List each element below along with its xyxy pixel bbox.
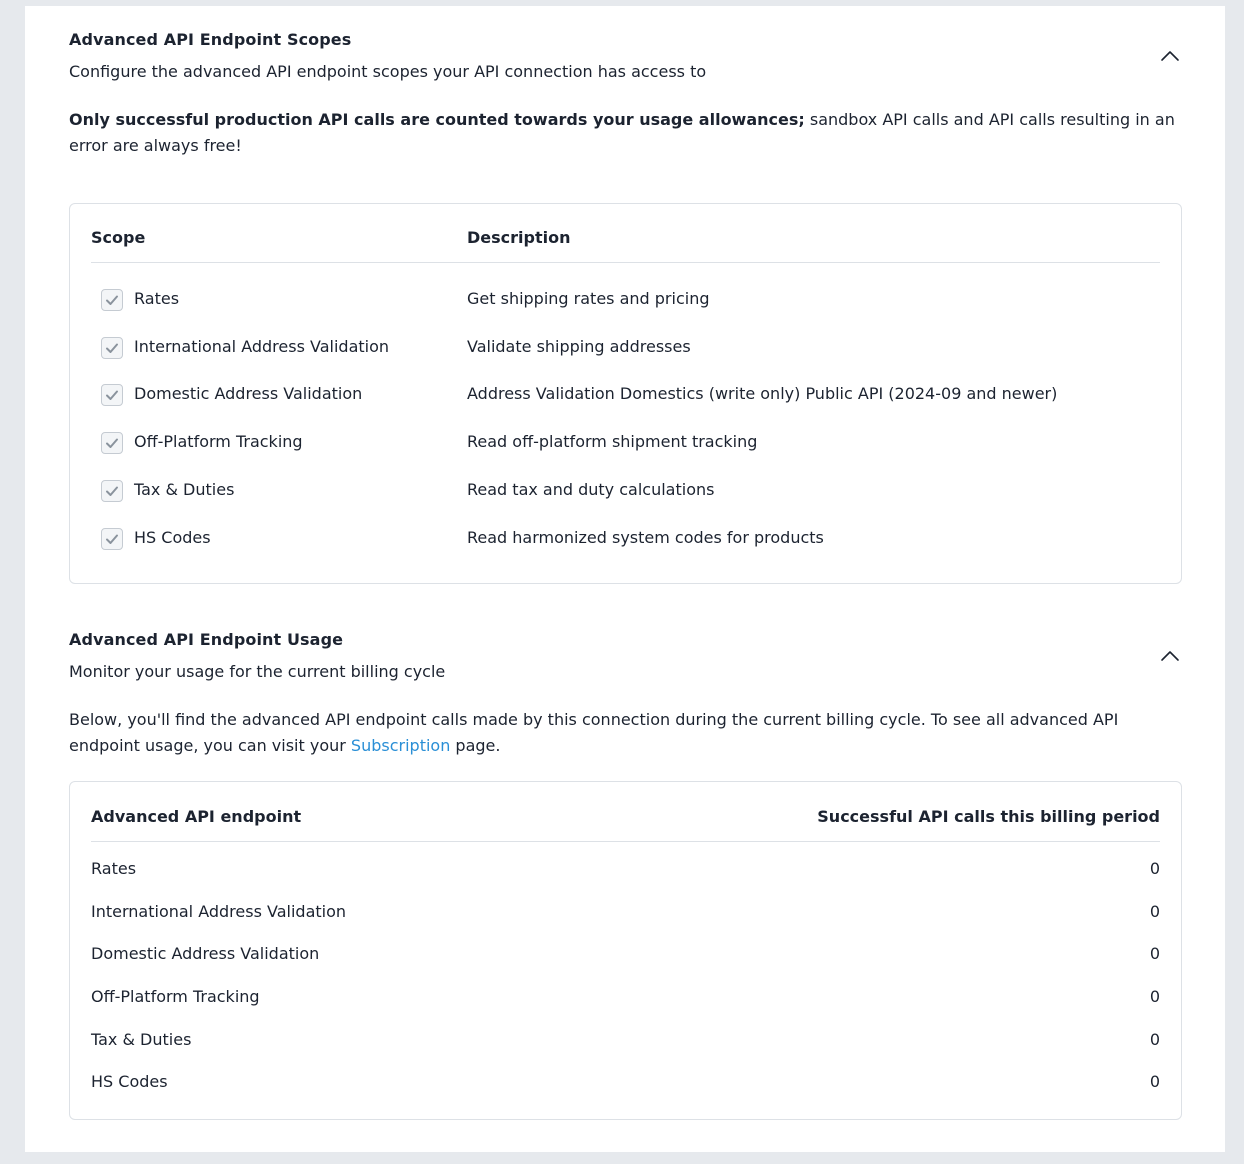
- calls-count: 0: [1149, 944, 1160, 963]
- chevron-up-icon[interactable]: [1160, 46, 1180, 66]
- scopes-table: [69, 203, 1182, 584]
- calls-count: 0: [1149, 859, 1160, 878]
- usage-row: [70, 902, 1181, 930]
- scope-checkbox[interactable]: [101, 480, 123, 502]
- usage-row: [70, 859, 1181, 887]
- scope-row: [70, 523, 1181, 551]
- scope-row: [70, 475, 1181, 503]
- scope-checkbox[interactable]: [101, 528, 123, 550]
- settings-card: [25, 6, 1225, 1152]
- header-divider: [91, 841, 1160, 842]
- col-endpoint-header: Advanced API endpoint: [91, 807, 302, 826]
- usage-row: [70, 1072, 1181, 1100]
- scope-row: [70, 332, 1181, 360]
- check-icon: [104, 483, 120, 499]
- scopes-note-bold: Only successful production API calls are counted towards your usage allowances;: [69, 110, 805, 129]
- scopes-section-header[interactable]: [69, 30, 1182, 81]
- chevron-up-icon[interactable]: [1160, 646, 1180, 666]
- scope-checkbox[interactable]: [101, 384, 123, 406]
- scope-checkbox[interactable]: [101, 337, 123, 359]
- usage-subtitle: Monitor your usage for the current billing cycle: [69, 662, 446, 681]
- scope-description: Address Validation Domestics (write only) Public API (2024-09 and newer): [467, 384, 1058, 403]
- scope-description: Read tax and duty calculations: [467, 480, 715, 499]
- scope-label: Tax & Duties: [134, 480, 235, 499]
- col-scope-header: Scope: [91, 228, 146, 247]
- usage-row: [70, 987, 1181, 1015]
- scopes-note: [69, 107, 1182, 159]
- usage-table: [69, 781, 1182, 1120]
- endpoint-name: Rates: [91, 859, 137, 878]
- endpoint-name: Off-Platform Tracking: [91, 987, 260, 1006]
- scope-description: Read harmonized system codes for products: [467, 528, 824, 547]
- check-icon: [104, 435, 120, 451]
- subscription-link[interactable]: Subscription: [350, 736, 451, 755]
- scope-checkbox[interactable]: [101, 432, 123, 454]
- calls-count: 0: [1149, 987, 1160, 1006]
- endpoint-name: Domestic Address Validation: [91, 944, 320, 963]
- usage-note-after: page.: [450, 736, 501, 755]
- col-calls-header: Successful API calls this billing period: [817, 807, 1160, 826]
- header-divider: [91, 262, 1160, 263]
- scope-row: [70, 379, 1181, 407]
- calls-count: 0: [1149, 902, 1160, 921]
- endpoint-name: Tax & Duties: [91, 1030, 192, 1049]
- usage-title: Advanced API Endpoint Usage: [69, 630, 344, 649]
- scope-label: International Address Validation: [134, 337, 390, 356]
- endpoint-name: International Address Validation: [91, 902, 347, 921]
- scope-description: Get shipping rates and pricing: [467, 289, 710, 308]
- scope-description: Validate shipping addresses: [467, 337, 691, 356]
- usage-note-before: Below, you'll find the advanced API endpoint calls made by this connection during the current billing cycle. To see all advanced API endpoint usage, you can visit your: [69, 710, 1119, 755]
- scope-label: HS Codes: [134, 528, 211, 547]
- scopes-title: Advanced API Endpoint Scopes: [69, 30, 352, 49]
- usage-note: [69, 707, 1182, 759]
- scope-label: Off-Platform Tracking: [134, 432, 303, 451]
- scope-row: [70, 427, 1181, 455]
- check-icon: [104, 387, 120, 403]
- check-icon: [104, 292, 120, 308]
- scope-checkbox[interactable]: [101, 289, 123, 311]
- endpoint-name: HS Codes: [91, 1072, 168, 1091]
- scope-label: Domestic Address Validation: [134, 384, 363, 403]
- col-description-header: Description: [467, 228, 571, 247]
- calls-count: 0: [1149, 1030, 1160, 1049]
- check-icon: [104, 340, 120, 356]
- scopes-note-rest: sandbox API calls and API calls resulting in an error are always free!: [69, 110, 1175, 155]
- scope-description: Read off-platform shipment tracking: [467, 432, 758, 451]
- scopes-subtitle: Configure the advanced API endpoint scopes your API connection has access to: [69, 62, 707, 81]
- calls-count: 0: [1149, 1072, 1160, 1091]
- usage-section-header[interactable]: [69, 630, 1182, 681]
- check-icon: [104, 531, 120, 547]
- usage-row: [70, 944, 1181, 972]
- scope-row: [70, 284, 1181, 312]
- scope-label: Rates: [134, 289, 180, 308]
- usage-row: [70, 1030, 1181, 1058]
